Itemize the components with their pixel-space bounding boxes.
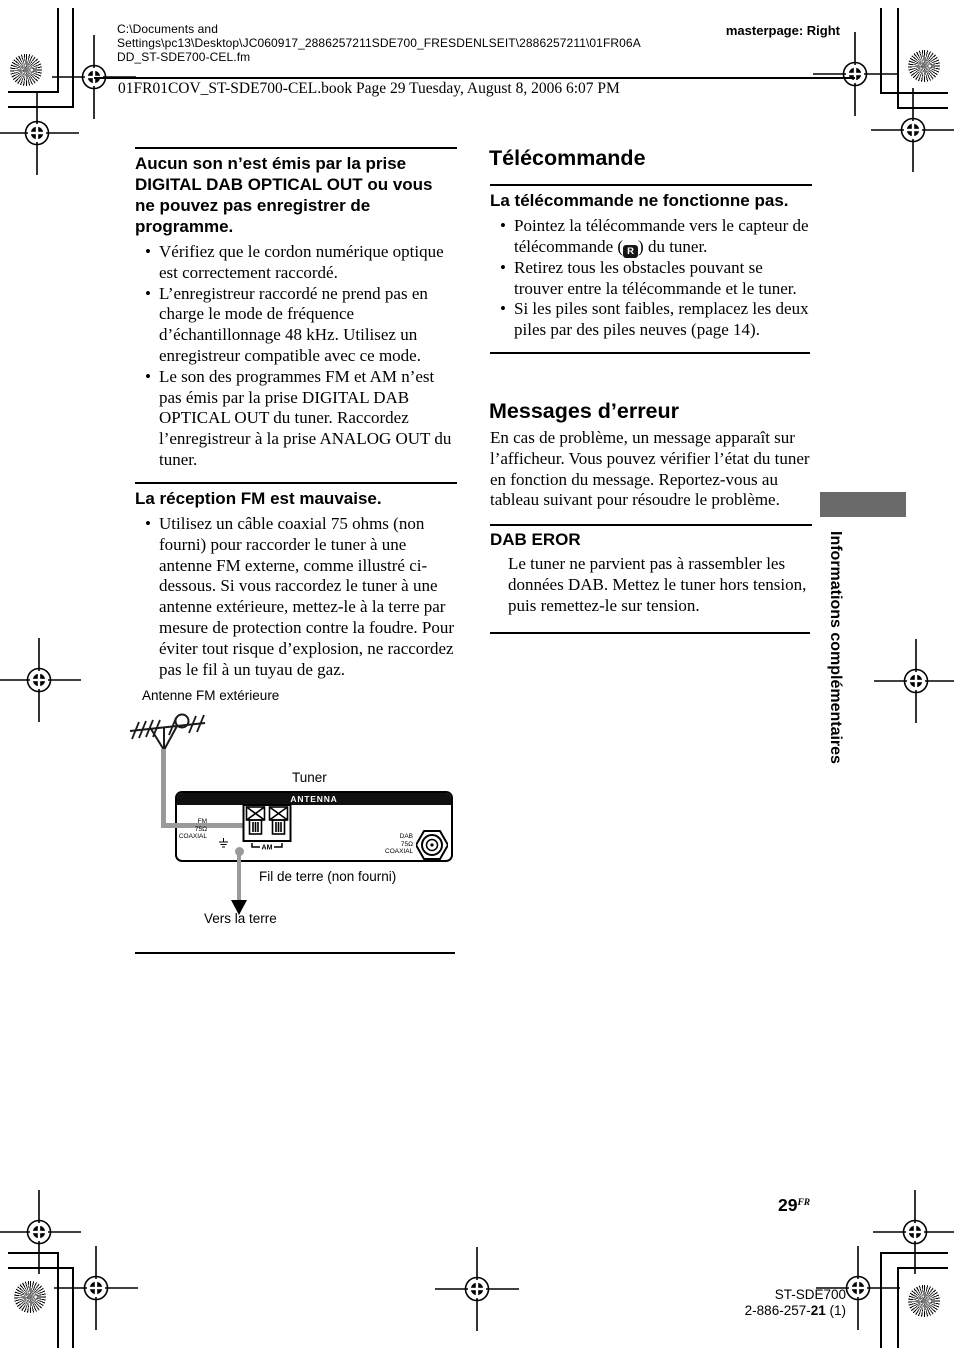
error-intro-paragraph: En cas de problème, un message apparaît sur l’afficheur. Vous pouvez vérifier l’état du tuner en fonction du message. Reportez-vous au tableau suivant pour résoudre le problème. [490,428,810,510]
masterpage-label: masterpage: Right [725,23,840,38]
crop-mark [897,1267,948,1269]
ground-wire [237,851,241,902]
dab-coaxial-connector [416,829,448,861]
crop-mark [880,1252,948,1254]
trouble-section-no-sound [135,147,457,471]
registration-mark-icon [51,1243,141,1333]
chapter-tab [820,492,906,517]
file-path [117,22,717,64]
trouble-section-remote [490,184,812,341]
section-end-rule [490,632,810,634]
chapter-tab-label: Informations complémentaires [827,531,844,764]
ground-symbol-icon [218,838,229,848]
fm-antenna-icon [127,710,209,758]
crop-mark [897,107,948,109]
file-path-line: Settings\pc13\Desktop\JC060917_2886257211SDE700_FRESDENLSEIT\2886257211\01FR06A [117,36,641,50]
bullet-item: • Vérifiez que le cordon numérique optique est correctement raccordé. [135,242,457,284]
crop-mark [57,8,59,93]
bullet-item: • Utilisez un câble coaxial 75 ohms (non fourni) pour raccorder le tuner à une antenne FM externe, comme illustré ci-dessous. Si vous raccordez le tuner à une antenne extérieure, mettez-le à la terre par mesure de protection contre la foudre. Pour éviter tout risque d’explosion, ne raccordez pas le fil à un tuyau de gaz. [135,514,457,680]
page-number: $29^{FR}$ [778,1195,811,1215]
crop-mark [880,8,882,94]
column-end-rule [135,952,455,954]
sunburst-mark-icon [908,50,940,82]
registration-mark-icon [0,88,82,178]
section-title-remote: Télécommande [489,146,646,170]
registration-mark-icon [871,636,954,726]
section-rule [135,147,457,149]
header-rule [94,77,855,79]
registration-mark-icon [0,635,84,725]
book-header: 01FR01COV_ST-SDE700-CEL.book Page 29 Tuesday, August 8, 2006 6:07 PM [118,80,620,97]
crop-mark [8,1267,73,1269]
file-path-line: C:\Documents and [117,22,218,36]
ground-destination-label: Vers la terre [204,911,277,926]
fm-jack-label: FM 75Ω COAXIAL [178,818,207,840]
page-number-suffix: FR [797,1198,811,1208]
ground-wire-label: Fil de terre (non fourni) [259,869,397,884]
panel-title: ANTENNA [177,793,451,805]
antenna-cable [161,749,166,827]
trouble-section-fm-reception [135,482,457,680]
bullet-item: • L’enregistreur raccordé ne prend pas en charge le mode de fréquence d’échantillonnage 48 kHz. Utilisez un enregistreur compatible avec ce mode. [135,284,457,367]
registration-mark-icon [870,1187,954,1277]
dab-jack-label: DAB 75Ω COAXIAL [385,833,414,855]
section-heading: La réception FM est mauvaise. [135,489,382,508]
remote-sensor-icon: R [623,245,638,258]
model-part-footer [660,1287,846,1319]
sunburst-mark-icon [10,54,42,86]
antenna-label: Antenne FM extérieure [142,688,280,703]
section-heading: Aucun son n’est émis par la prise DIGITAL DAB OPTICAL OUT ou vous ne pouvez pas enregistrer de programme. [135,154,433,236]
bullet-item: • Retirez tous les obstacles pouvant se trouver entre la télécommande et le tuner. [490,258,812,300]
part-number: 2-886-257-21 (1) [744,1303,846,1318]
error-entry-dab-eror [490,524,812,616]
section-rule [135,482,457,484]
fm-antenna-cable [161,823,253,828]
sunburst-mark-icon [14,1281,46,1313]
section-end-rule [490,352,810,354]
bullet-item: • Le son des programmes FM et AM n’est pas émis par la prise DIGITAL DAB OPTICAL OUT du tuner. Raccordez l’enregistreur à la prise ANALOG OUT du tuner. [135,367,457,471]
section-heading: La télécommande ne fonctionne pas. [490,191,789,210]
crop-mark [57,1252,59,1348]
tuner-label: Tuner [292,770,327,785]
am-terminal-block [242,803,292,851]
section-rule [490,184,812,186]
crop-mark [72,8,74,108]
error-code: DAB EROR [490,530,581,549]
crop-mark [880,92,948,94]
crop-mark [880,1252,882,1348]
crop-mark [8,91,58,93]
sunburst-mark-icon [908,1285,940,1317]
am-label: AM [261,844,273,851]
file-path-line: DD_ST-SDE700-CEL.fm [117,50,251,64]
registration-mark-icon [868,85,954,175]
section-rule [490,524,812,526]
section-title-errors: Messages d’erreur [489,399,680,423]
bullet-item: • Si les piles sont faibles, remplacez les deux piles par des piles neuves (page 14). [490,299,812,341]
registration-mark-icon [432,1244,522,1334]
model-number: ST-SDE700 [774,1287,846,1302]
error-description: Le tuner ne parvient pas à rassembler les données DAB. Mettez le tuner hors tension, puis remettez-le sur tension. [508,554,807,615]
crop-mark [8,1252,58,1254]
crop-mark [72,1267,74,1348]
bullet-item: • Pointez la télécommande vers le capteur de télécommande ( R ) du tuner. [490,216,812,258]
crop-mark [8,106,73,108]
crop-mark [897,1267,899,1348]
